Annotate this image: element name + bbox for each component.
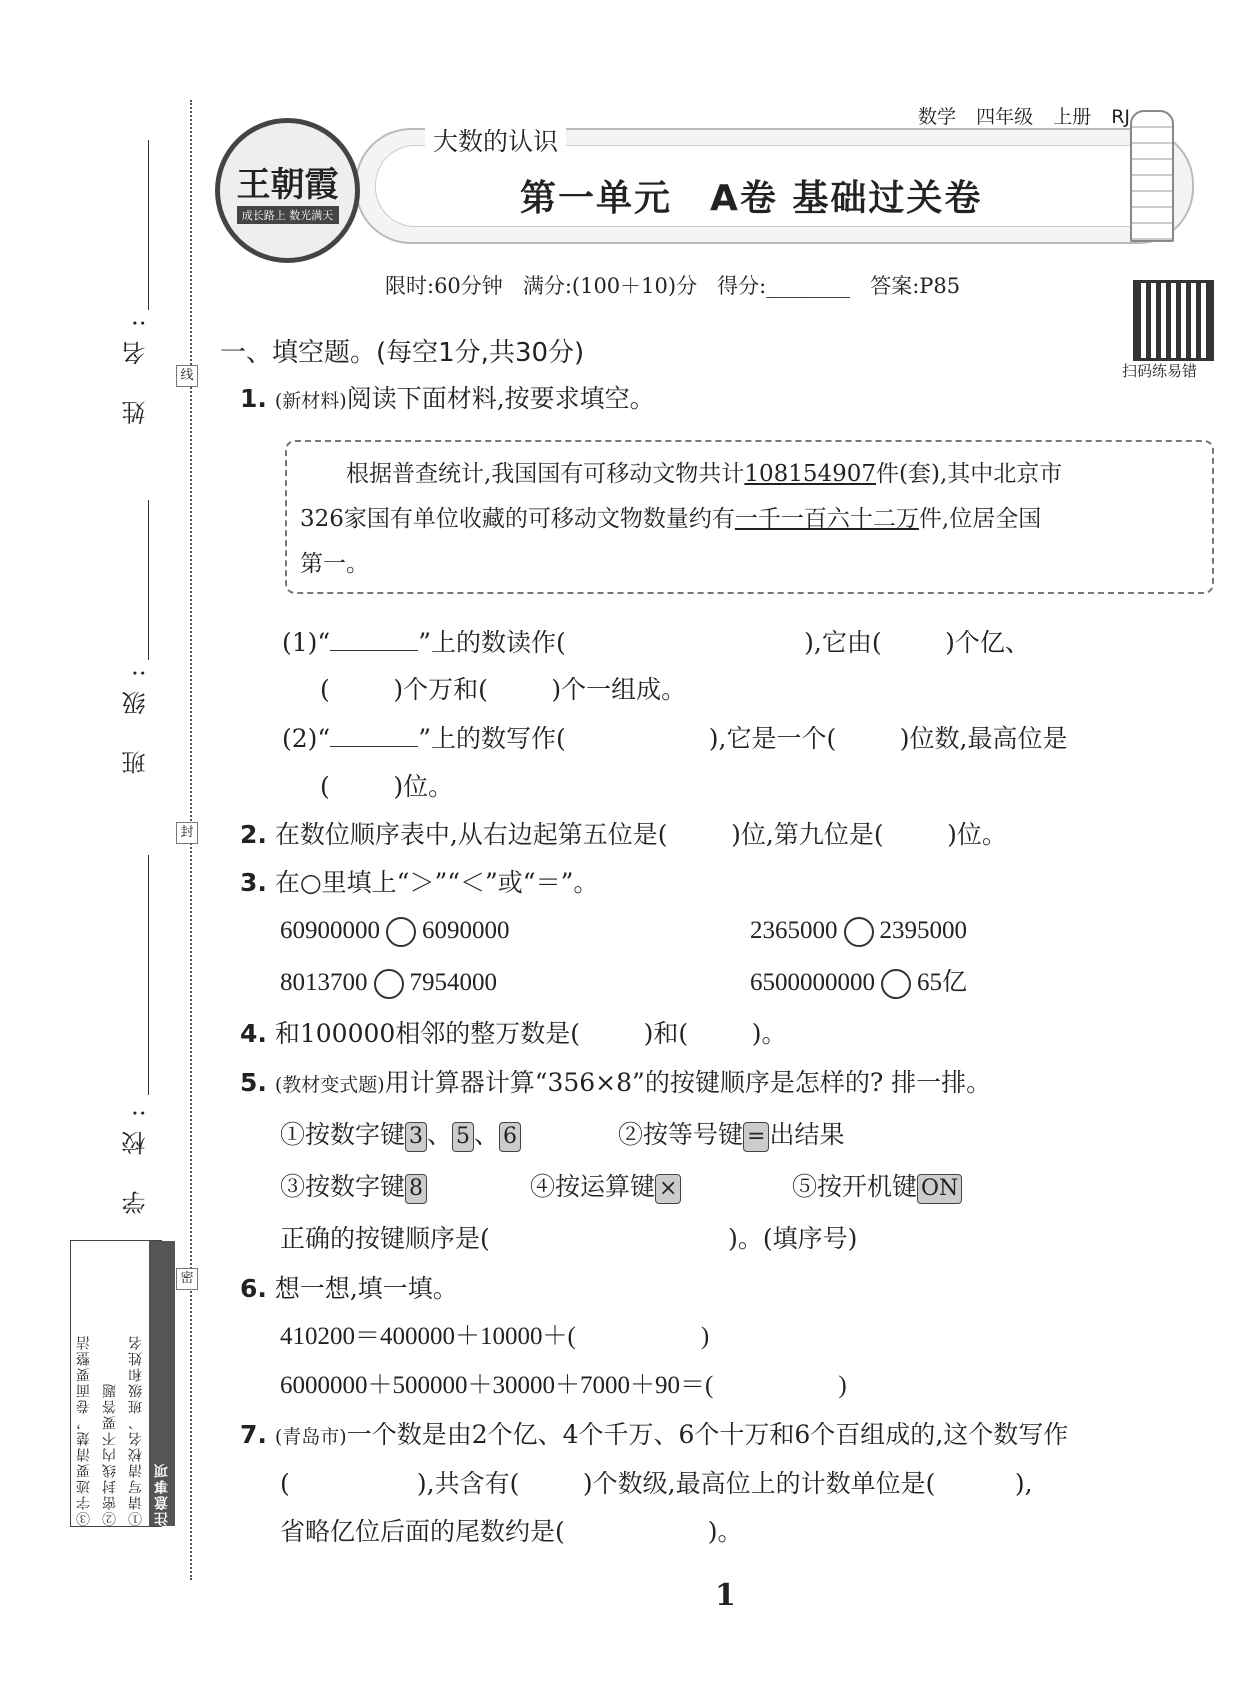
q1-sub1-cont[interactable]: ( )个万和( )个一组成。	[320, 675, 687, 704]
notes-head: 注意事项	[149, 1241, 175, 1526]
lighthouse-icon	[1130, 110, 1174, 242]
question-7: 7. (青岛市)一个数是由2个亿、4个千万、6个十万和6个百组成的,这个数写作	[240, 1420, 1069, 1449]
tag-feng: 封	[176, 822, 198, 844]
header-meta: 数学 四年级 上册 RJ	[918, 106, 1130, 128]
option-2: ②按等号键 = 出结果	[618, 1118, 844, 1152]
material-line-3: 第一。	[300, 551, 369, 577]
page-number: 1	[715, 1578, 736, 1613]
key-equals: =	[743, 1122, 769, 1152]
q1-sub2[interactable]: (2)“ ”上的数写作( ),它是一个( )位数,最高位是	[282, 724, 1068, 753]
note-2: ②密封线内不要答题	[102, 1382, 118, 1526]
unit-topic: 大数的认识	[425, 122, 566, 158]
question-3: 3. 在○里填上“＞”“＜”或“＝”。	[240, 868, 599, 897]
question-6: 6. 想一想,填一填。	[240, 1274, 458, 1303]
qr-code-icon[interactable]	[1133, 280, 1214, 361]
q6-line-1[interactable]: 410200＝400000＋10000＋( )	[280, 1323, 710, 1350]
school-field[interactable]	[148, 855, 149, 1095]
qr-caption: 扫码练易错	[1122, 362, 1198, 380]
brand-logo: 王朝霞 成长路上 数光满天	[215, 118, 360, 263]
q5-order[interactable]: 正确的按键顺序是( )。(填序号)	[280, 1224, 858, 1253]
notes-box	[70, 1240, 170, 1527]
q7-line-2[interactable]: ( ),共含有( )个数级,最高位上的计数单位是( ),	[280, 1469, 1033, 1498]
page-title: 第一单元 A卷 基础过关卷	[520, 178, 983, 219]
class-field[interactable]	[148, 500, 149, 660]
key-6: 6	[499, 1122, 521, 1152]
exam-info: 限时:60分钟 满分:(100＋10)分 得分:________ 答案:P85	[385, 274, 961, 298]
option-3: ③按数字键 8	[280, 1170, 427, 1204]
q6-line-2[interactable]: 6000000＋500000＋30000＋7000＋90＝( )	[280, 1372, 847, 1399]
note-1: ①请写清校名、班级和姓名	[128, 1334, 144, 1526]
tag-mi: 密	[176, 1268, 198, 1290]
compare-b[interactable]: 2365000 2395000	[750, 914, 967, 948]
question-4[interactable]: 4. 和100000相邻的整万数是( )和( )。	[240, 1019, 787, 1048]
option-1: ①按数字键 3 、 5 、 6	[280, 1118, 521, 1152]
key-5: 5	[452, 1122, 474, 1152]
school-label: 学 校:	[122, 1095, 150, 1215]
section-title: 一、填空题。(每空1分,共30分)	[220, 338, 585, 368]
note-3: ③字迹要清楚，卷面要整洁	[76, 1334, 92, 1526]
key-multiply: ×	[655, 1174, 681, 1204]
compare-a[interactable]: 60900000 6090000	[280, 914, 510, 948]
class-label: 班 级:	[122, 655, 150, 775]
name-label: 姓 名:	[122, 305, 150, 425]
q7-line-3[interactable]: 省略亿位后面的尾数约是( )。	[280, 1517, 743, 1546]
question-2[interactable]: 2. 在数位顺序表中,从右边起第五位是( )位,第九位是( )位。	[240, 820, 1007, 849]
option-5: ⑤按开机键 ON	[792, 1170, 962, 1204]
q1-sub2-cont[interactable]: ( )位。	[320, 772, 454, 801]
key-on: ON	[917, 1174, 962, 1204]
tag-xian: 线	[176, 365, 198, 387]
question-1: 1. (新材料)阅读下面材料,按要求填空。	[240, 384, 655, 413]
key-3: 3	[405, 1122, 427, 1152]
key-8: 8	[405, 1174, 427, 1204]
question-5: 5. (教材变式题)用计算器计算“356×8”的按键顺序是怎样的? 排一排。	[240, 1068, 992, 1097]
compare-d[interactable]: 6500000000 65亿	[750, 966, 967, 1000]
option-4: ④按运算键 ×	[530, 1170, 681, 1204]
q1-sub1[interactable]: (1)“ ”上的数读作( ),它由( )个亿、	[282, 628, 1030, 657]
compare-c[interactable]: 8013700 7954000	[280, 966, 497, 1000]
name-field[interactable]	[148, 140, 149, 310]
material-line-2: 326家国有单位收藏的可移动文物数量约有一千一百六十二万件,位居全国	[300, 506, 1042, 532]
material-line-1: 根据普查统计,我国国有可移动文物共计108154907件(套),其中北京市	[300, 461, 1063, 487]
